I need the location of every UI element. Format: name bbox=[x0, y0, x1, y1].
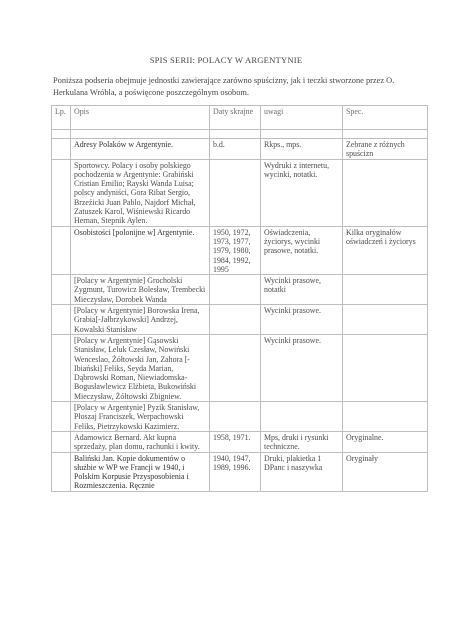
cell-lp bbox=[52, 305, 71, 335]
series-table bbox=[51, 105, 428, 492]
cell-uwagi: Mps, druki i rysunki techniczne. bbox=[261, 431, 343, 452]
table-header-row bbox=[52, 106, 428, 130]
cell-daty: 1940, 1947, 1989, 1996. bbox=[210, 452, 261, 491]
spacer-cell bbox=[343, 130, 428, 139]
table-row bbox=[52, 305, 428, 335]
cell-opis: Adamowicz Bernard. Akt kupna sprzedaży, plan domu, rachunki i kwity. bbox=[71, 431, 210, 452]
cell-spec: Zebrane z różnych spuścizn bbox=[343, 139, 428, 160]
cell-spec bbox=[343, 334, 428, 401]
cell-daty: 1958, 1971. bbox=[210, 431, 261, 452]
spacer-row bbox=[52, 130, 428, 139]
cell-daty: b.d. bbox=[210, 139, 261, 160]
cell-opis: [Polacy w Argentynie] Grocholski Zygmunt, Turowicz Bolesław, Trembecki Mieczysław, Dorobek Wanda bbox=[71, 275, 210, 305]
cell-daty bbox=[210, 275, 261, 305]
table-row bbox=[52, 139, 428, 160]
cell-lp bbox=[52, 431, 71, 452]
cell-spec bbox=[343, 159, 428, 226]
cell-spec bbox=[343, 275, 428, 305]
cell-opis: Adresy Polaków w Argentynie. bbox=[71, 139, 210, 160]
cell-uwagi: Wycinki prasowe, notatki bbox=[261, 275, 343, 305]
cell-daty: 1950, 1972, 1973, 1977, 1979, 1980, 1984, 1992, 1995 bbox=[210, 226, 261, 274]
page-title: SPIS SERII: POLACY W ARGENTYNIE bbox=[149, 55, 303, 65]
cell-opis: [Polacy w Argentynie] Gąsowski Stanisław, Leluk Czesław, Nowiński Wenceslao, Żółtowski Jan, Zahora [-Ibiański] Feliks, Seyda Marian, Dąbrowski Roman, Niewiadomska-Bogusławlewicz Elżbieta, Bukowiński Mieczysław, Żółtowski Zbigniew. bbox=[71, 334, 210, 401]
cell-opis: [Polacy w Argentynie] Borowska Irena, Grabia[-Jałbrzykowski] Andrzej, Kowalski Stanisław bbox=[71, 305, 210, 335]
cell-uwagi: Wydruki z internetu, wycinki, notatki. bbox=[261, 159, 343, 226]
spacer-cell bbox=[71, 130, 210, 139]
cell-uwagi bbox=[261, 402, 343, 432]
table-row bbox=[52, 334, 428, 401]
cell-lp bbox=[52, 452, 71, 491]
cell-uwagi: Rkps., mps. bbox=[261, 139, 343, 160]
cell-opis: Sportowcy. Polacy i osoby polskiego pochodzenia w Argentynie: Grabiński Cristian Emilio; Rayski Wanda Luisa; polscy andyniści, Gora Ribat Sergio, Brzeźicki Juan Pablo, Najdorf Michał, Zatuszek Karol, Wiśniewski Ricardo Hernan, Stepnik Aylen. bbox=[71, 159, 210, 226]
table-row bbox=[52, 402, 428, 432]
cell-daty bbox=[210, 305, 261, 335]
cell-spec bbox=[343, 305, 428, 335]
cell-spec: Kilka oryginałów oświadczeń i życiorys bbox=[343, 226, 428, 274]
table-row bbox=[52, 431, 428, 452]
cell-spec bbox=[343, 402, 428, 432]
header-spec: Spec. bbox=[343, 106, 428, 130]
cell-lp bbox=[52, 334, 71, 401]
table-row bbox=[52, 452, 428, 491]
cell-lp bbox=[52, 226, 71, 274]
cell-opis: Osobistości [polonijne w] Argentynie. bbox=[71, 226, 210, 274]
cell-lp bbox=[52, 275, 71, 305]
cell-opis: Baliński Jan. Kopie dokumentów o służbie w WP we Francji w 1940, i Polskim Korpusie Przysposobienia i Rozmieszczenia. Ręcznie bbox=[71, 452, 210, 491]
cell-uwagi: Oświadczenia, życiorys, wycinki prasowe, notatki. bbox=[261, 226, 343, 274]
spacer-cell bbox=[261, 130, 343, 139]
cell-daty bbox=[210, 402, 261, 432]
table-row bbox=[52, 226, 428, 274]
header-opis: Opis bbox=[71, 106, 210, 130]
cell-lp bbox=[52, 139, 71, 160]
cell-uwagi: Wycinki prasowe. bbox=[261, 334, 343, 401]
cell-daty bbox=[210, 159, 261, 226]
spacer-cell bbox=[210, 130, 261, 139]
cell-lp bbox=[52, 159, 71, 226]
cell-uwagi: Druki, plakietka 1 DPanc i naszywka bbox=[261, 452, 343, 491]
cell-opis: [Polacy w Argentynie] Pyzik Stanisław, Płoszaj Franciszek, Werpachowski Feliks, Pietrzykowski Kazimierz. bbox=[71, 402, 210, 432]
cell-daty bbox=[210, 334, 261, 401]
cell-lp bbox=[52, 402, 71, 432]
cell-spec: Oryginały bbox=[343, 452, 428, 491]
cell-uwagi: Wycinki prasowe. bbox=[261, 305, 343, 335]
header-uwagi: uwagi bbox=[261, 106, 343, 130]
spacer-cell bbox=[52, 130, 71, 139]
header-lp: Lp. bbox=[52, 106, 71, 130]
table-row bbox=[52, 159, 428, 226]
table-row bbox=[52, 275, 428, 305]
header-daty: Daty skrajne bbox=[210, 106, 261, 130]
cell-spec: Oryginalne. bbox=[343, 431, 428, 452]
intro-paragraph: Poniższa podseria obejmuje jednostki zawierające zarówno spuścizny, jak i teczki stworzone przez O. Herkulana Wróbla, a poświęcone poszczególnym osobom. bbox=[53, 76, 395, 97]
